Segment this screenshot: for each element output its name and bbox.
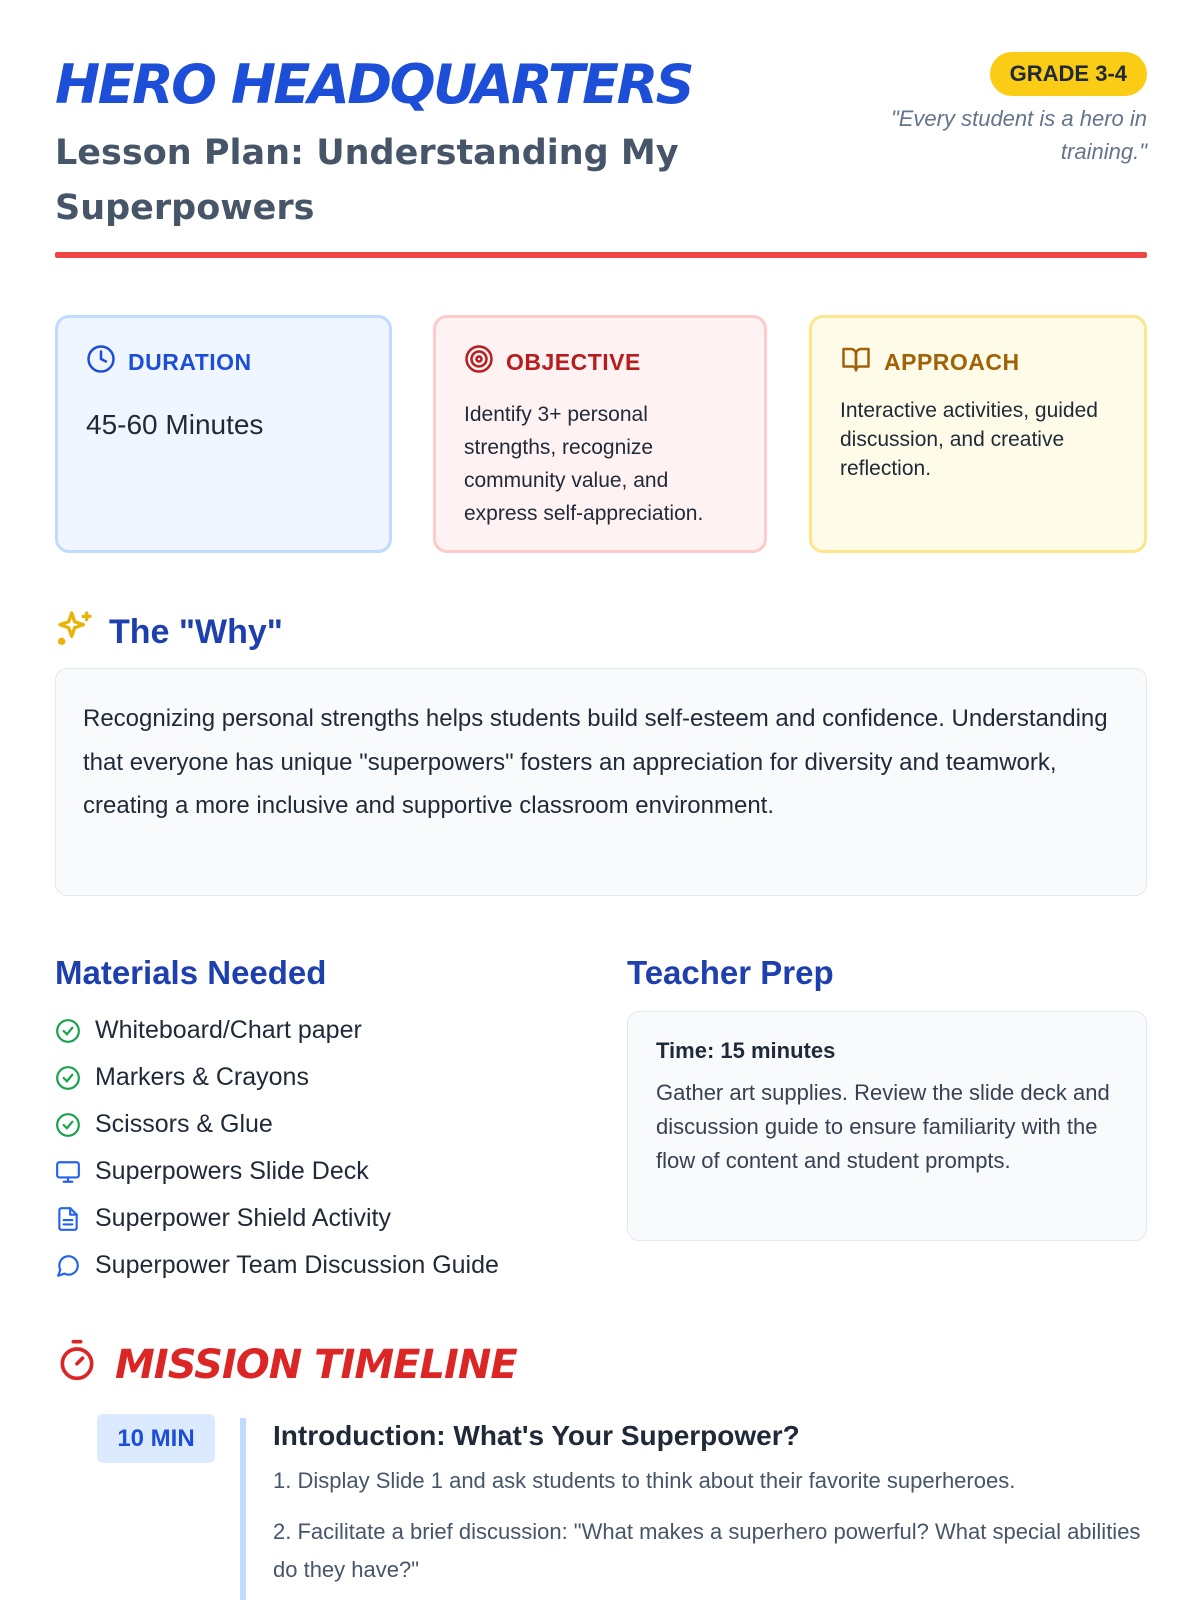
monitor-icon — [55, 1159, 81, 1185]
objective-text: Identify 3+ personal strengths, recognize community value, and express self-appreciation. — [464, 403, 704, 525]
why-heading — [55, 608, 283, 657]
objective-card — [433, 315, 767, 553]
timeline-section — [273, 1420, 1147, 1589]
material-label: Superpowers Slide Deck — [95, 1157, 369, 1185]
timeline-title: MISSION TIMELINE — [115, 1342, 517, 1388]
material-label: Scissors & Glue — [95, 1110, 273, 1138]
duration-card-header — [86, 344, 361, 380]
why-text-box — [55, 668, 1147, 896]
document-icon — [55, 1206, 81, 1232]
duration-title: DURATION — [128, 348, 252, 375]
check-circle-icon — [55, 1018, 81, 1044]
mission-timeline-heading — [55, 1338, 517, 1392]
page-header — [55, 52, 1147, 262]
header-divider — [55, 252, 1147, 258]
list-item — [55, 1242, 499, 1289]
list-item — [55, 1195, 499, 1242]
duration-value: 45-60 Minutes — [86, 409, 264, 440]
timeline-section-title: Introduction: What's Your Superpower? — [273, 1420, 800, 1451]
objective-title: OBJECTIVE — [506, 348, 641, 375]
stopwatch-icon — [55, 1338, 99, 1392]
prep-text: Gather art supplies. Review the slide deck and discussion guide to ensure familiarity with the flow of content and student prompts. — [656, 1080, 1110, 1173]
material-label: Whiteboard/Chart paper — [95, 1016, 362, 1044]
lesson-subtitle: Lesson Plan: Understanding My Superpowers — [55, 133, 679, 228]
duration-card — [55, 315, 392, 553]
approach-title: APPROACH — [884, 348, 1020, 375]
target-icon — [464, 344, 494, 380]
approach-text: Interactive activities, guided discussion, and creative reflection. — [840, 399, 1098, 480]
list-item — [55, 1007, 499, 1054]
approach-card — [809, 315, 1147, 553]
objective-card-header — [464, 344, 736, 380]
timeline-step: 2. Facilitate a brief discussion: "What makes a superhero powerful? What special abilities do they have?" — [273, 1519, 1141, 1582]
clock-icon — [86, 344, 116, 380]
material-label: Superpower Team Discussion Guide — [95, 1251, 499, 1279]
timeline-step: 1. Display Slide 1 and ask students to think about their favorite superheroes. — [273, 1468, 1016, 1493]
why-title: The "Why" — [109, 613, 283, 651]
book-icon — [840, 344, 872, 380]
why-text: Recognizing personal strengths helps students build self-esteem and confidence. Understanding that everyone has unique "superpowers" fosters an appreciation for diversity and teamwork, creating a more inclusive and supportive classroom environment. — [83, 705, 1108, 819]
chat-bubble-icon — [55, 1253, 81, 1279]
materials-heading: Materials Needed — [55, 954, 327, 991]
teacher-prep-heading: Teacher Prep — [627, 954, 834, 991]
list-item — [55, 1054, 499, 1101]
list-item — [55, 1148, 499, 1195]
brand-title: HERO HEADQUARTERS — [55, 53, 693, 116]
approach-card-header — [840, 344, 1116, 380]
time-badge: 10 MIN — [97, 1414, 215, 1463]
material-label: Markers & Crayons — [95, 1063, 309, 1091]
timeline-bar — [240, 1418, 246, 1600]
grade-badge: GRADE 3-4 — [990, 52, 1147, 96]
teacher-prep-box — [627, 1011, 1147, 1241]
check-circle-icon — [55, 1112, 81, 1138]
check-circle-icon — [55, 1065, 81, 1091]
header-quote: "Every student is a hero in training." — [890, 106, 1147, 164]
list-item — [55, 1101, 499, 1148]
sparkles-icon — [55, 608, 95, 657]
prep-time: Time: 15 minutes — [656, 1038, 836, 1063]
material-label: Superpower Shield Activity — [95, 1204, 391, 1232]
materials-list — [55, 1007, 499, 1289]
